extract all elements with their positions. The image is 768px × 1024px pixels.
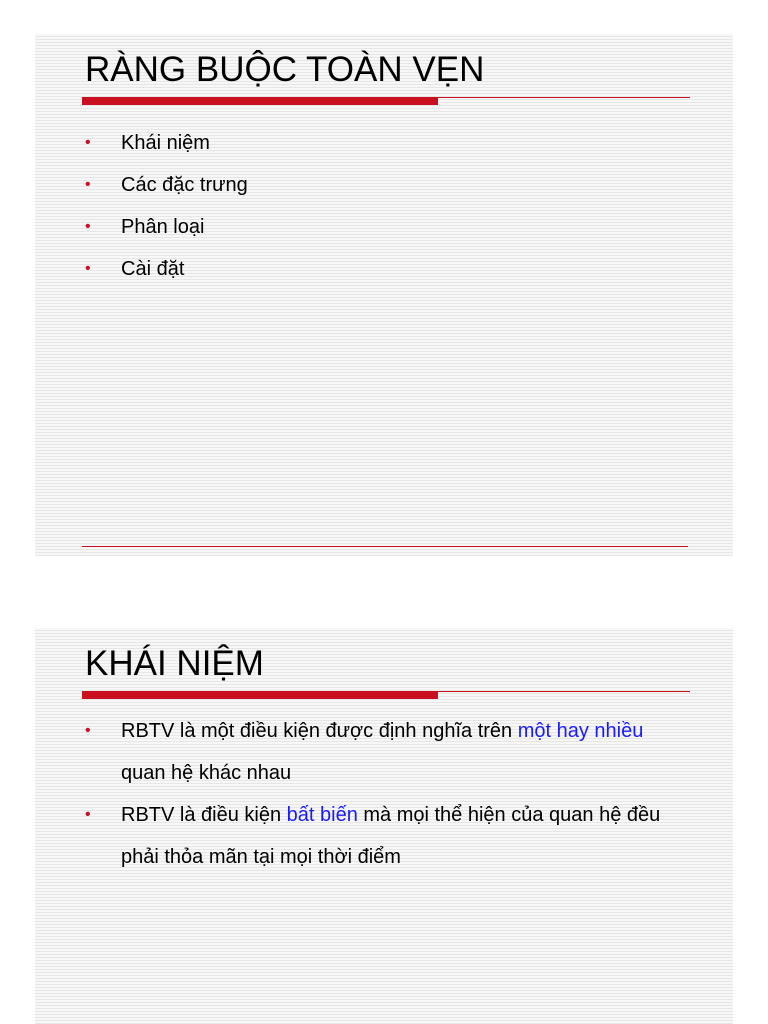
slide-title: RÀNG BUỘC TOÀN VẸN — [85, 50, 485, 89]
list-item-text: quan hệ khác nhau — [121, 762, 292, 784]
title-underline-thick — [82, 97, 438, 105]
title-underline-thick — [82, 691, 438, 699]
list-item-text: Các đặc trưng — [121, 174, 248, 196]
highlighted-term: một hay nhiều — [517, 720, 644, 742]
bullet-icon: • — [85, 722, 91, 739]
footer-divider — [82, 546, 688, 547]
list-item — [82, 710, 692, 794]
bullet-list — [82, 710, 692, 878]
list-item-text: RBTV là một điều kiện được định nghĩa trên — [121, 720, 518, 742]
highlighted-term: bất biến — [286, 804, 358, 826]
title-underline-thin — [438, 691, 690, 692]
list-item — [82, 248, 682, 290]
slide-1 — [35, 34, 733, 556]
list-item-text: mà mọi thể hiện của quan hệ đều phải thỏa mãn tại mọi thời điểm — [121, 804, 661, 868]
list-item-text: Phân loại — [121, 216, 205, 238]
bullet-icon: • — [85, 806, 91, 823]
bullet-icon: • — [85, 260, 91, 277]
bullet-list — [82, 122, 682, 290]
list-item — [82, 794, 692, 878]
title-underline-thin — [438, 97, 690, 98]
bullet-icon: • — [85, 134, 91, 151]
list-item-text: RBTV là điều kiện — [121, 804, 287, 826]
slide-title: KHÁI NIỆM — [85, 644, 264, 683]
bullet-icon: • — [85, 176, 91, 193]
title-underline — [82, 689, 690, 700]
list-item — [82, 122, 682, 164]
bullet-icon: • — [85, 218, 91, 235]
list-item — [82, 164, 682, 206]
list-item — [82, 206, 682, 248]
slide-2 — [35, 628, 733, 1024]
title-underline — [82, 95, 690, 106]
list-item-text: Khái niệm — [121, 132, 210, 154]
list-item-text: Cài đặt — [121, 258, 185, 280]
